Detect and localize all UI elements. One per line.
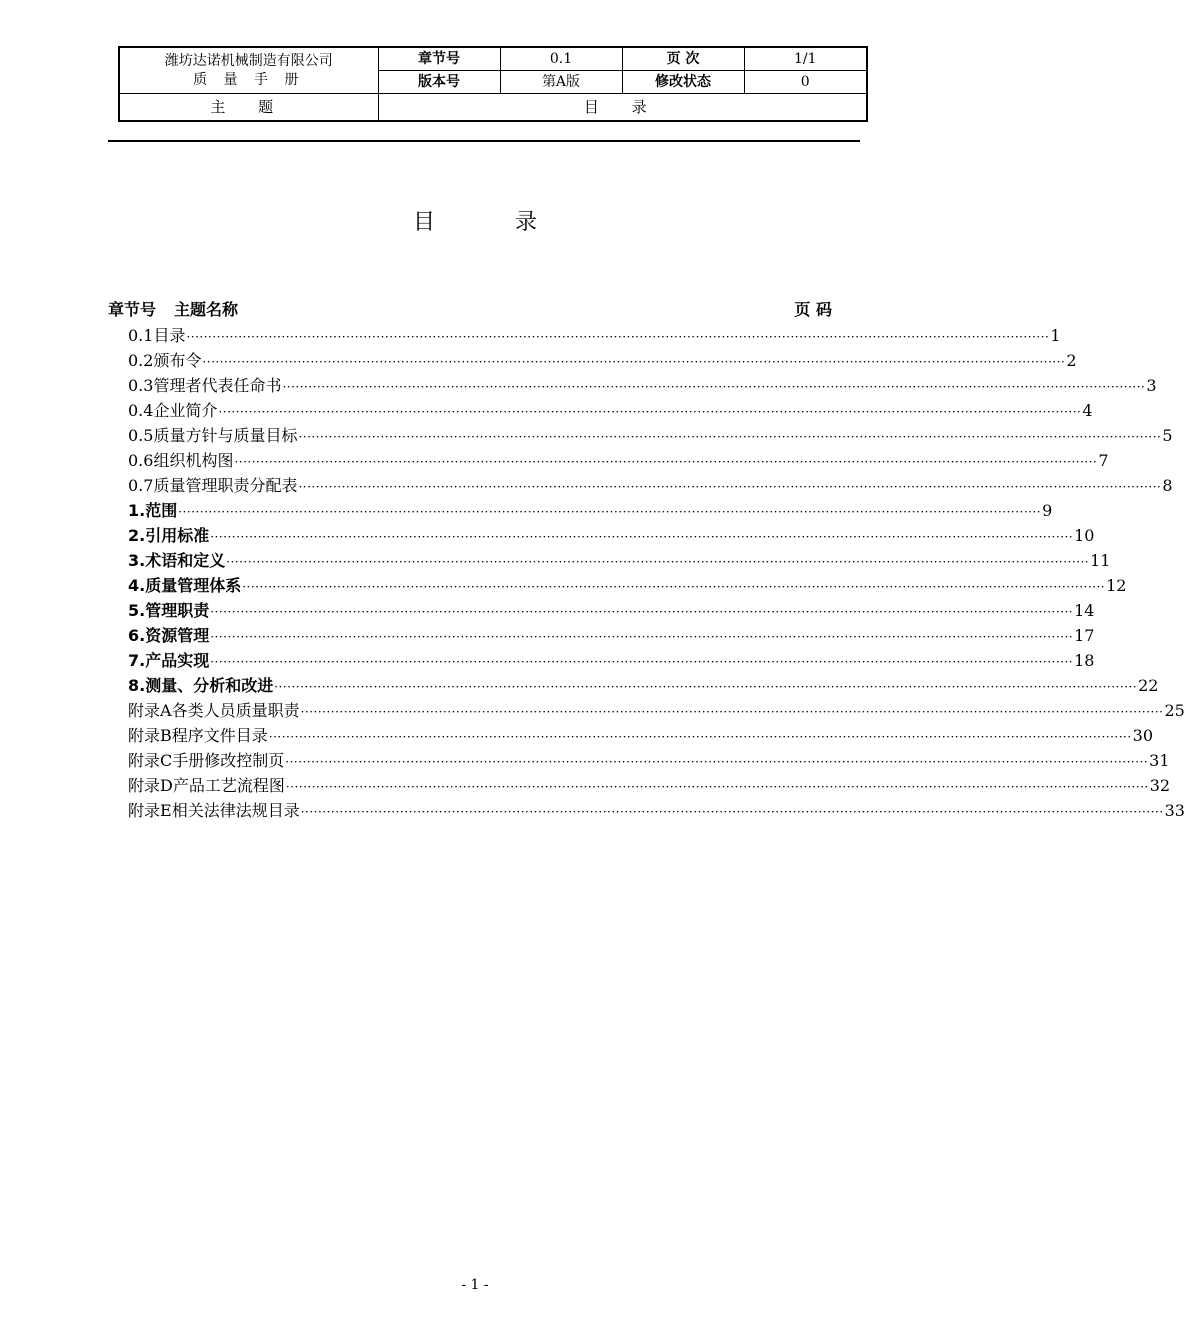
toc-entry-number: 8. <box>128 676 146 695</box>
toc-entry-page: 7 <box>1098 451 1109 470</box>
toc-entry-number: 0.7 <box>128 476 154 495</box>
toc-entry-title: 相关法律法规目录 <box>171 801 300 820</box>
version-value: 第A版 <box>500 71 622 94</box>
toc-entry[interactable] <box>128 648 1095 673</box>
document-header-table <box>118 46 868 122</box>
toc-entry[interactable] <box>128 348 1077 373</box>
toc-entry[interactable] <box>128 398 1093 423</box>
toc-entry-title: 管理职责 <box>145 601 210 620</box>
toc-entry-number: 5. <box>128 601 146 620</box>
toc-entry[interactable] <box>128 673 1159 698</box>
toc-entry-title: 程序文件目录 <box>171 726 268 745</box>
toc-entry-title: 管理者代表任命书 <box>153 376 282 395</box>
toc-entry-number: 7. <box>128 651 146 670</box>
toc-entry[interactable] <box>128 498 1053 523</box>
toc-entry[interactable] <box>128 323 1061 348</box>
toc-dot-leader: ········································································································································································································ <box>300 805 1164 819</box>
toc-entry-page: 32 <box>1149 776 1171 795</box>
page-label: 页 次 <box>622 47 744 71</box>
title-part-2: 录 <box>515 210 538 235</box>
toc-entry-page: 33 <box>1164 801 1185 820</box>
toc-entry-number: 2. <box>128 526 146 545</box>
toc-entry-page: 8 <box>1162 476 1173 495</box>
toc-entry-title: 范围 <box>145 501 178 520</box>
toc-dot-leader: ········································································································································································································ <box>226 555 1090 569</box>
toc-dot-leader: ········································································································································································································ <box>210 655 1074 669</box>
toc-column-header <box>108 298 832 322</box>
toc-dot-leader: ········································································································································································································ <box>178 505 1042 519</box>
toc-entry-number: 附录A <box>128 701 172 720</box>
toc-entry-number: 附录D <box>128 776 173 795</box>
toc-entry-page: 18 <box>1074 651 1095 670</box>
toc-entry[interactable] <box>128 373 1157 398</box>
toc-dot-leader: ········································································································································································································ <box>282 380 1146 394</box>
toc-entry-title: 质量管理体系 <box>145 576 242 595</box>
toc-entry-title: 引用标准 <box>145 526 210 545</box>
toc-entry-title: 资源管理 <box>145 626 210 645</box>
toc-entry-page: 11 <box>1090 551 1111 570</box>
toc-entry-title: 产品实现 <box>145 651 210 670</box>
toc-entry[interactable] <box>128 598 1095 623</box>
toc-dot-leader: ········································································································································································································ <box>210 605 1074 619</box>
page-value: 1/1 <box>744 47 867 71</box>
toc-entry-page: 12 <box>1106 576 1127 595</box>
subject-label: 主 题 <box>119 94 378 122</box>
page-number: - 1 - <box>461 1277 489 1293</box>
toc-dot-leader: ········································································································································································································ <box>285 780 1149 794</box>
toc-entry[interactable] <box>128 723 1154 748</box>
revision-label: 修改状态 <box>622 71 744 94</box>
toc-dot-leader: ········································································································································································································ <box>210 530 1074 544</box>
toc-entry-title: 组织机构图 <box>153 451 234 470</box>
toc-dot-leader: ········································································································································································································ <box>218 405 1082 419</box>
toc-entry[interactable] <box>128 748 1170 773</box>
toc-entry[interactable] <box>128 423 1173 448</box>
toc-entry-number: 0.1 <box>128 326 154 345</box>
toc-entry-title: 质量管理职责分配表 <box>153 476 298 495</box>
toc-entry-page: 30 <box>1132 726 1154 745</box>
toc-entry-number: 3. <box>128 551 146 570</box>
toc-entry-page: 10 <box>1074 526 1095 545</box>
toc-entry[interactable] <box>128 548 1111 573</box>
toc-dot-leader: ········································································································································································································ <box>274 680 1138 694</box>
toc-entry-number: 附录E <box>128 801 172 820</box>
toc-dot-leader: ········································································································································································································ <box>202 355 1066 369</box>
toc-entry-title: 术语和定义 <box>145 551 226 570</box>
toc-entry-number: 0.4 <box>128 401 154 420</box>
toc-entry[interactable] <box>128 473 1173 498</box>
toc-entry[interactable] <box>128 798 1185 823</box>
chapter-value: 0.1 <box>500 47 622 71</box>
company-cell <box>119 47 378 94</box>
company-name: 潍坊达诺机械制造有限公司 <box>164 52 333 69</box>
page-title <box>0 208 950 238</box>
toc-entry-title: 各类人员质量职责 <box>171 701 300 720</box>
toc-entry-title: 产品工艺流程图 <box>172 776 285 795</box>
toc-entry-page: 31 <box>1149 751 1170 770</box>
toc-entry-page: 3 <box>1146 376 1157 395</box>
toc-dot-leader: ········································································································································································································ <box>268 730 1132 744</box>
toc-entry-number: 0.2 <box>128 351 154 370</box>
toc-entry-page: 25 <box>1164 701 1185 720</box>
toc-entry-number: 附录B <box>128 726 172 745</box>
title-part-1: 目 <box>412 210 435 235</box>
subject-value: 目 录 <box>378 94 867 122</box>
toc-entry-page: 17 <box>1074 626 1095 645</box>
toc-dot-leader: ········································································································································································································ <box>285 755 1149 769</box>
toc-entry-number: 0.3 <box>128 376 154 395</box>
version-label: 版本号 <box>378 71 500 94</box>
toc-entry-page: 2 <box>1066 351 1077 370</box>
manual-name: 质 量 手 册 <box>193 71 305 88</box>
revision-value: 0 <box>744 71 867 94</box>
toc-entry-title: 颁布令 <box>153 351 202 370</box>
toc-entry-number: 6. <box>128 626 146 645</box>
toc-header-page: 页 码 <box>794 300 832 319</box>
toc-dot-leader: ········································································································································································································ <box>210 630 1074 644</box>
toc-entry[interactable] <box>128 523 1095 548</box>
table-of-contents <box>128 323 1185 823</box>
toc-entry-number: 4. <box>128 576 146 595</box>
toc-entry-page: 4 <box>1082 401 1093 420</box>
toc-entry-page: 1 <box>1050 326 1061 345</box>
toc-entry[interactable] <box>128 773 1171 798</box>
toc-dot-leader: ········································································································································································································ <box>300 705 1164 719</box>
toc-entry-number: 附录C <box>128 751 173 770</box>
toc-entry-title: 测量、分析和改进 <box>145 676 274 695</box>
toc-dot-leader: ········································································································································································································ <box>298 430 1162 444</box>
toc-entry-title: 手册修改控制页 <box>172 751 285 770</box>
toc-dot-leader: ········································································································································································································ <box>234 455 1098 469</box>
toc-entry[interactable] <box>128 698 1185 723</box>
toc-entry-title: 目录 <box>153 326 186 345</box>
toc-dot-leader: ········································································································································································································ <box>298 480 1162 494</box>
toc-entry-page: 9 <box>1042 501 1053 520</box>
toc-entry[interactable] <box>128 623 1095 648</box>
toc-header-chapter: 章节号 <box>108 300 157 319</box>
chapter-label: 章节号 <box>378 47 500 71</box>
toc-entry-number: 1. <box>128 501 146 520</box>
toc-entry-page: 5 <box>1162 426 1173 445</box>
toc-entry[interactable] <box>128 448 1109 473</box>
toc-entry-page: 22 <box>1138 676 1159 695</box>
toc-header-title: 主题名称 <box>174 300 239 319</box>
toc-entry-number: 0.6 <box>128 451 154 470</box>
toc-entry-page: 14 <box>1074 601 1095 620</box>
header-divider <box>108 140 860 142</box>
toc-entry-title: 企业简介 <box>153 401 218 420</box>
toc-entry[interactable] <box>128 573 1127 598</box>
toc-dot-leader: ········································································································································································································ <box>186 330 1050 344</box>
toc-entry-number: 0.5 <box>128 426 154 445</box>
toc-entry-title: 质量方针与质量目标 <box>153 426 298 445</box>
toc-dot-leader: ········································································································································································································ <box>242 580 1106 594</box>
